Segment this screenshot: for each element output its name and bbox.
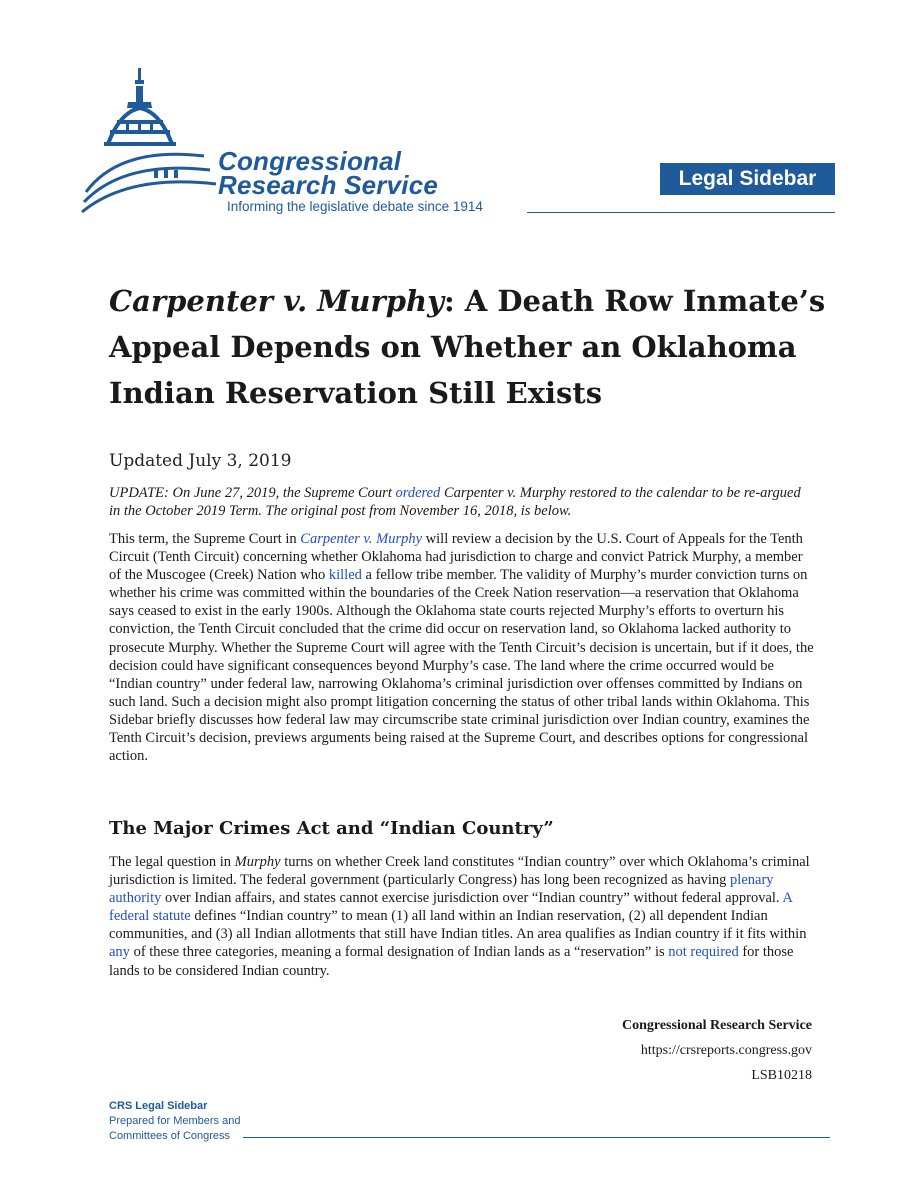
footer-title: CRS Legal Sidebar bbox=[109, 1100, 208, 1112]
plenary-authority-link[interactable]: plenary authority bbox=[109, 872, 774, 907]
report-id: LSB10218 bbox=[751, 1068, 812, 1083]
title-rest: : A Death Row Inmate’s Appeal Depends on Whether an Oklahoma Indian Reservation Still Exists bbox=[109, 284, 826, 410]
carpenter-v-murphy-link[interactable]: Carpenter v. Murphy bbox=[300, 531, 423, 547]
tagline-divider bbox=[527, 212, 835, 213]
footer-line3: Committees of Congress bbox=[109, 1130, 231, 1142]
p2-emphasis: Murphy bbox=[234, 854, 281, 870]
crs-info-block bbox=[622, 1013, 812, 1088]
updated-date: Updated July 3, 2019 bbox=[109, 451, 292, 471]
footer-divider bbox=[243, 1137, 830, 1138]
any-link[interactable]: any bbox=[109, 944, 130, 961]
p2-text-4: defines “Indian country” to mean (1) all land within an Indian reservation, (2) all dependent Indian communities, and (3) all Indian allotments that still have Indian titles. An area qualifies as Indian country if it fits within bbox=[109, 908, 807, 943]
legal-sidebar-badge: Legal Sidebar bbox=[660, 163, 835, 195]
update-text-2: Carpenter v. Murphy restored to the calendar to be re-argued in the October 2019 Term. The original post from November 16, 2018, is below. bbox=[109, 485, 801, 519]
crs-logo bbox=[80, 62, 540, 222]
org-name-line1: Congressional bbox=[218, 146, 402, 176]
p2-text-2: turns on whether Creek land constitutes “Indian country” over which Oklahoma’s criminal jurisdiction is limited. The federal government (particularly Congress) has long been recognized as having bbox=[109, 854, 810, 889]
p2-text-1: The legal question in bbox=[109, 854, 235, 870]
intro-paragraph bbox=[109, 530, 814, 765]
killed-link[interactable]: killed bbox=[328, 567, 362, 584]
update-note bbox=[109, 484, 814, 520]
crs-name: Congressional Research Service bbox=[621, 1018, 812, 1033]
section-heading: The Major Crimes Act and “Indian Country” bbox=[109, 818, 554, 839]
org-name-line2: Research Service bbox=[218, 170, 439, 200]
footer-line2: Prepared for Members and bbox=[109, 1115, 241, 1127]
update-text-1: UPDATE: On June 27, 2019, the Supreme Court bbox=[109, 485, 396, 501]
federal-statute-link[interactable]: A federal statute bbox=[109, 890, 793, 925]
p2-text-5: of these three categories, meaning a formal designation of Indian lands as a “reservation” is bbox=[129, 944, 669, 961]
p1-text-3: a fellow tribe member. The validity of Murphy’s murder conviction turns on whether his crime was committed within the boundaries of the Creek Nation reservation—a reservation that Oklahoma says ceased to exist in the early 1900s. Although the Oklahoma state courts rejected Murphy’s efforts to overturn his conviction, the Tenth Circuit concluded that the crime did occur on reservation land, so Oklahoma lacked authority to prosecute Murphy. Whether the Supreme Court will agree with the Tenth Circuit’s decision is uncertain, but if it does, the decision could have significant consequences beyond Murphy’s case. The land where the crime occurred would be “Indian country” under federal law, narrowing Oklahoma’s criminal jurisdiction over offenses committed by Indians on such land. Such a decision might also prompt litigation concerning the status of other tribal lands within Oklahoma. This Sidebar briefly discusses how federal law may circumscribe state criminal jurisdiction over Indian country, examines the Tenth Circuit’s decision, previews arguments being raised at the Supreme Court, and describes options for congressional action. bbox=[109, 567, 814, 765]
page-title bbox=[109, 278, 829, 416]
section-paragraph bbox=[109, 853, 814, 980]
tagline: Informing the legislative debate since 1914 bbox=[227, 199, 483, 214]
footer bbox=[109, 1099, 240, 1144]
p2-text-6: for those lands to be considered Indian country. bbox=[109, 944, 794, 979]
p1-text-1: This term, the Supreme Court in bbox=[109, 531, 301, 547]
not-required-link[interactable]: not required bbox=[668, 944, 739, 961]
crs-url[interactable]: https://crsreports.congress.gov bbox=[640, 1043, 812, 1058]
p2-text-3: over Indian affairs, and states cannot exercise jurisdiction over “Indian country” without federal approval. bbox=[161, 890, 783, 907]
title-case-name: Carpenter v. Murphy bbox=[109, 284, 444, 318]
ordered-link[interactable]: ordered bbox=[395, 485, 441, 501]
p1-text-2: will review a decision by the U.S. Court of Appeals for the Tenth Circuit (Tenth Circuit) concerning whether Oklahoma had jurisdiction to charge and convict Patrick Murphy, a member of the Muscogee (Creek) Nation who bbox=[109, 531, 803, 584]
